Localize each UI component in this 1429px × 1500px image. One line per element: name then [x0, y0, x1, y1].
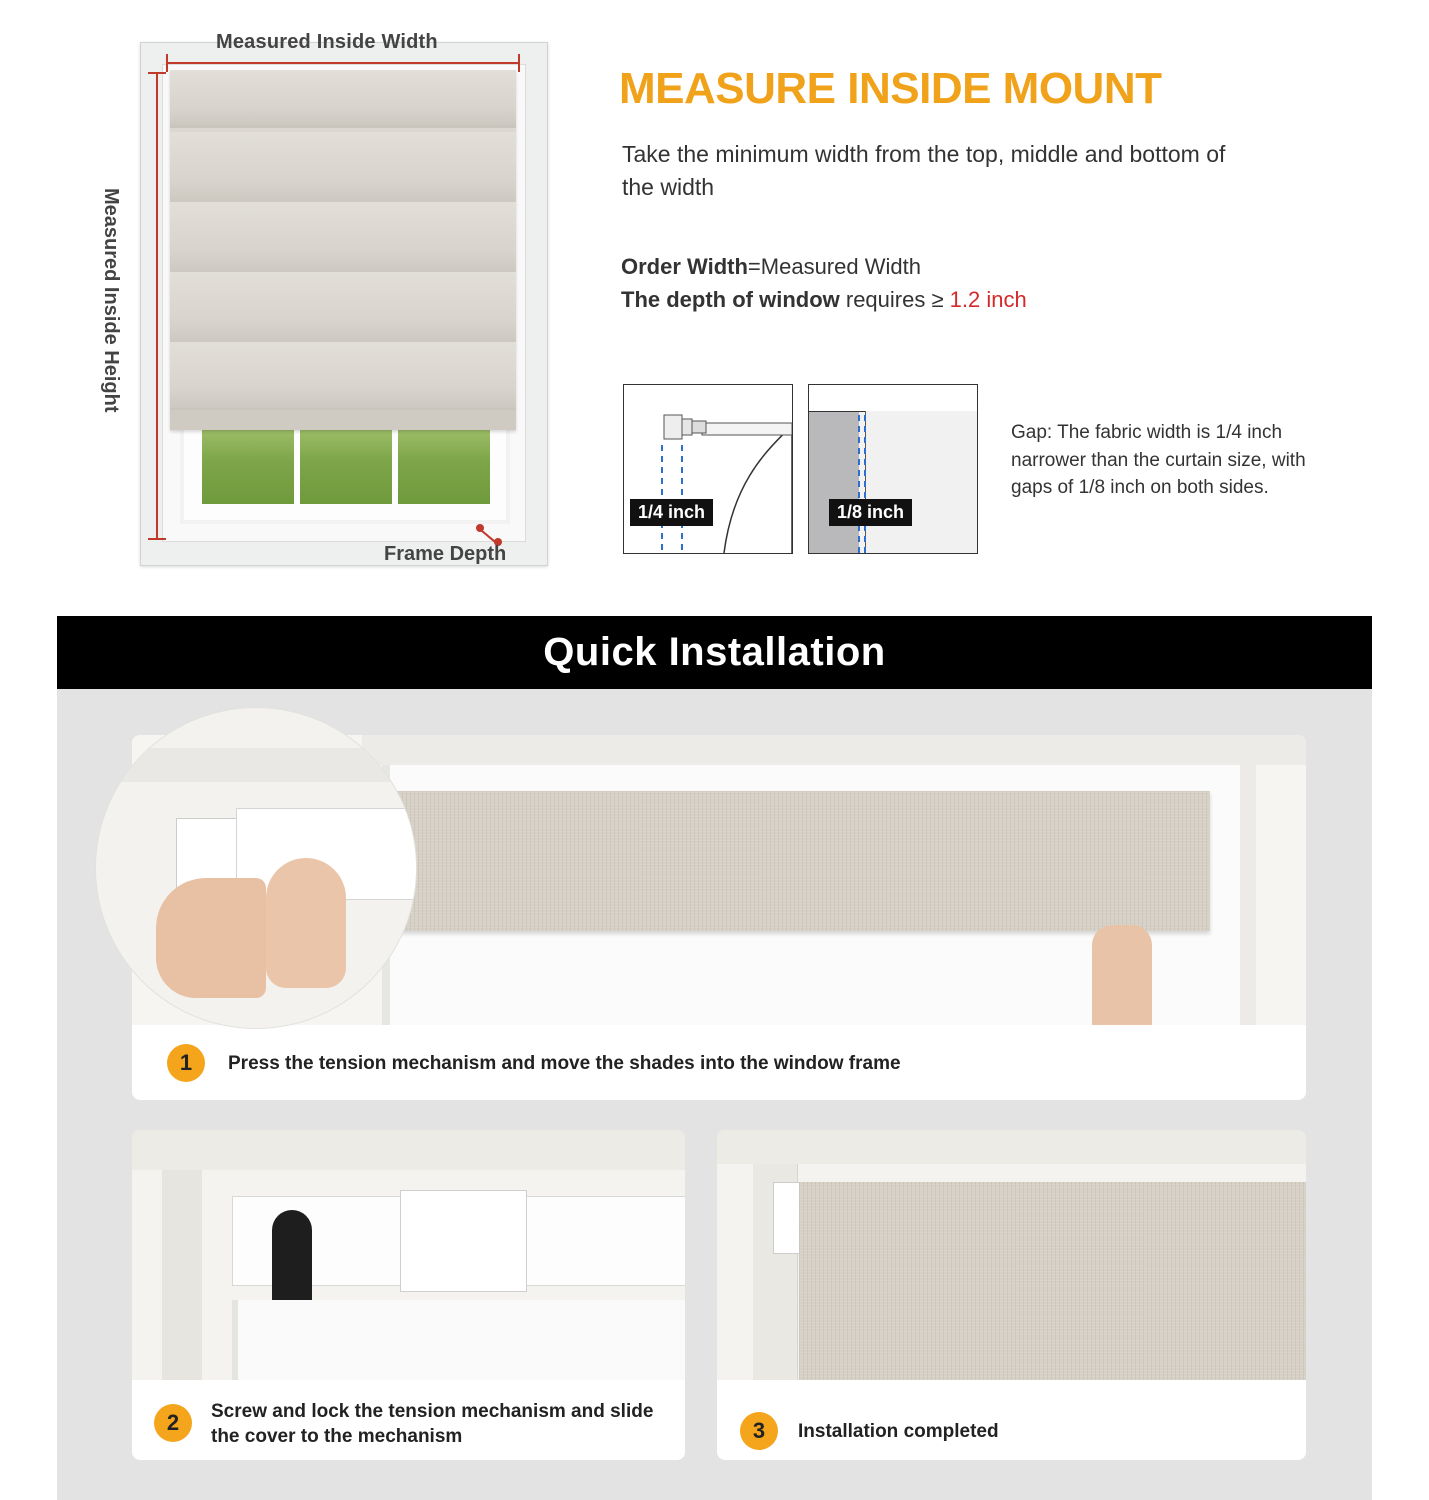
gap-diagram-quarter	[623, 384, 793, 554]
window-pane	[398, 426, 490, 504]
measure-heading: MEASURE INSIDE MOUNT	[619, 64, 1162, 113]
frame-side	[162, 1170, 202, 1380]
height-dimension-tick	[148, 538, 166, 540]
measure-diagram	[140, 42, 548, 566]
step-3-text: Installation completed	[798, 1421, 999, 1442]
shade-fold	[170, 70, 516, 128]
step-1-zoom-circle	[96, 708, 416, 1028]
shade-fold	[170, 272, 516, 345]
step-2-badge: 2	[154, 1404, 192, 1442]
shade-fold	[170, 132, 516, 205]
depth-label: The depth of window	[621, 287, 840, 312]
shade-fold	[170, 202, 516, 275]
height-dimension-tick	[148, 72, 166, 74]
step-2-text: Screw and lock the tension mechanism and slide the cover to the mechanism	[211, 1401, 654, 1447]
shade-bottom-bar	[170, 410, 516, 430]
step-3-photo	[717, 1130, 1306, 1380]
step-3-badge: 3	[740, 1412, 778, 1450]
window-pane	[300, 426, 392, 504]
step-1-badge: 1	[167, 1044, 205, 1082]
window-head-trim	[362, 735, 1306, 765]
window-glass	[232, 1300, 685, 1380]
zoom-trim	[96, 748, 416, 782]
step-2-card	[132, 1130, 685, 1460]
gap-note: Gap: The fabric width is 1/4 inch narrower than the curtain size, with gaps of 1/8 inch on both sides.	[1011, 422, 1306, 498]
height-dimension-line	[156, 72, 158, 540]
gap-tag-quarter: 1/4 inch	[630, 499, 713, 526]
shade-headrail	[390, 791, 1210, 931]
window-glass	[180, 414, 510, 524]
install-title: Quick Installation	[543, 630, 886, 674]
width-dimension-tick	[166, 54, 168, 72]
order-width-label: Order Width	[621, 254, 748, 279]
depth-line	[621, 287, 1027, 313]
width-dimension-tick	[518, 54, 520, 72]
inside-height-label-wrap	[94, 188, 134, 428]
gap-tag-eighth: 1/8 inch	[829, 499, 912, 526]
shade-fold	[170, 342, 516, 411]
depth-dimension-dot	[476, 524, 484, 532]
gap-diagram-eighth	[808, 384, 978, 554]
step-3-card	[717, 1130, 1306, 1460]
zoom-hand	[156, 878, 266, 998]
install-banner	[57, 616, 1372, 689]
order-width-line	[621, 254, 921, 280]
depth-requires: requires ≥	[839, 287, 950, 312]
depth-value: 1.2 inch	[949, 287, 1027, 312]
frame-head	[132, 1130, 685, 1170]
frame-head	[717, 1130, 1306, 1164]
hand-right	[1092, 925, 1152, 1025]
slide-cover	[400, 1190, 527, 1292]
zoom-finger	[266, 858, 346, 988]
width-dimension-line	[166, 62, 520, 64]
inside-height-label: Measured Inside Height	[100, 188, 122, 413]
fabric-gap-lines	[809, 385, 977, 553]
roman-shade-illustration	[170, 70, 516, 430]
installed-shade	[799, 1182, 1306, 1380]
step-2-photo	[132, 1130, 685, 1380]
frame-depth-label: Frame Depth	[384, 543, 507, 565]
rod-gap-illustration	[624, 385, 792, 553]
measure-instruction: Take the minimum width from the top, middle and bottom of the width	[622, 141, 1226, 200]
order-width-value: =Measured Width	[747, 254, 921, 279]
step-1-text: Press the tension mechanism and move the shades into the window frame	[228, 1053, 901, 1074]
tension-end	[773, 1182, 801, 1254]
window-pane	[202, 426, 294, 504]
inside-width-label: Measured Inside Width	[216, 31, 438, 53]
